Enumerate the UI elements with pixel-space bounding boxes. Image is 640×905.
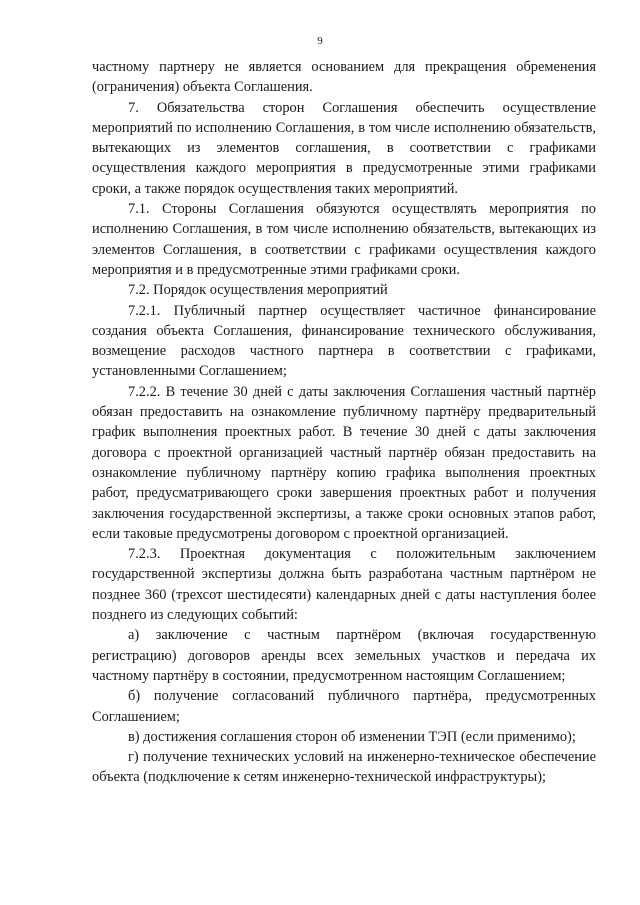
page-number: 9 — [317, 35, 323, 47]
paragraph-section-7-2-2: 7.2.2. В течение 30 дней с даты заключения Соглашения частный партнёр обязан предоставить на ознакомление публичному партнёру предварительный график выполнения проектных работ. В течение 30 дней с даты заключения договора с проектной организацией частный партнёр обязан предоставить на ознакомление публичному партнёру копию графика выполнения проектных работ, предусматривающего сроки завершения проектных работ и получения заключения государственной экспертизы, а также сроки основных этапов работ, если таковые предусмотрены договором с проектной организацией. — [92, 383, 596, 542]
list-item-a: а) заключение с частным партнёром (включая государственную регистрацию) договоров аренды всех земельных участков и передача их частному партнёру в состоянии, предусмотренном настоящим Соглашением; — [92, 627, 596, 684]
paragraph-section-7: 7. Обязательства сторон Соглашения обеспечить осуществление мероприятий по исполнению Соглашения, в том числе исполнению обязательств, вытекающих из элементов соглашения, в соответствии с графиками осуществления каждого мероприятия в предусмотренные этими графиками сроки, а также порядок осуществления таких мероприятий. — [92, 99, 596, 197]
paragraph-section-7-2-1: 7.2.1. Публичный партнер осуществляет частичное финансирование создания объекта Соглашения, финансирование технического обслуживания, возмещение расходов частного партнера в соответствии с графиками, установленными Соглашением; — [92, 302, 596, 380]
document-body — [92, 57, 596, 788]
paragraph-section-7-1: 7.1. Стороны Соглашения обязуются осуществлять мероприятия по исполнению Соглашения, в том числе исполнению обязательств, вытекающих из элементов Соглашения, в соответствии с графиками осуществления каждого мероприятия и в предусмотренные этими графиками сроки. — [92, 201, 596, 278]
paragraph-section-7-2: 7.2. Порядок осуществления мероприятий — [128, 282, 388, 299]
paragraph-encumbrance-continuation: частному партнеру не является основанием для прекращения обременения (ограничения) объекта Соглашения. — [92, 59, 596, 96]
list-item-v: в) достижения соглашения сторон об изменении ТЭП (если применимо); — [128, 728, 576, 745]
paragraph-section-7-2-3: 7.2.3. Проектная документация с положительным заключением государственной экспертизы должна быть разработана частным партнёром не позднее 360 (трехсот шестидесяти) календарных дней с даты наступления более позднего из следующих событий: — [92, 546, 596, 624]
list-item-g: г) получение технических условий на инженерно-техническое обеспечение объекта (подключение к сетям инженерно-технической инфраструктуры); — [92, 749, 596, 786]
list-item-b: б) получение согласований публичного партнёра, предусмотренных Соглашением; — [92, 688, 596, 725]
